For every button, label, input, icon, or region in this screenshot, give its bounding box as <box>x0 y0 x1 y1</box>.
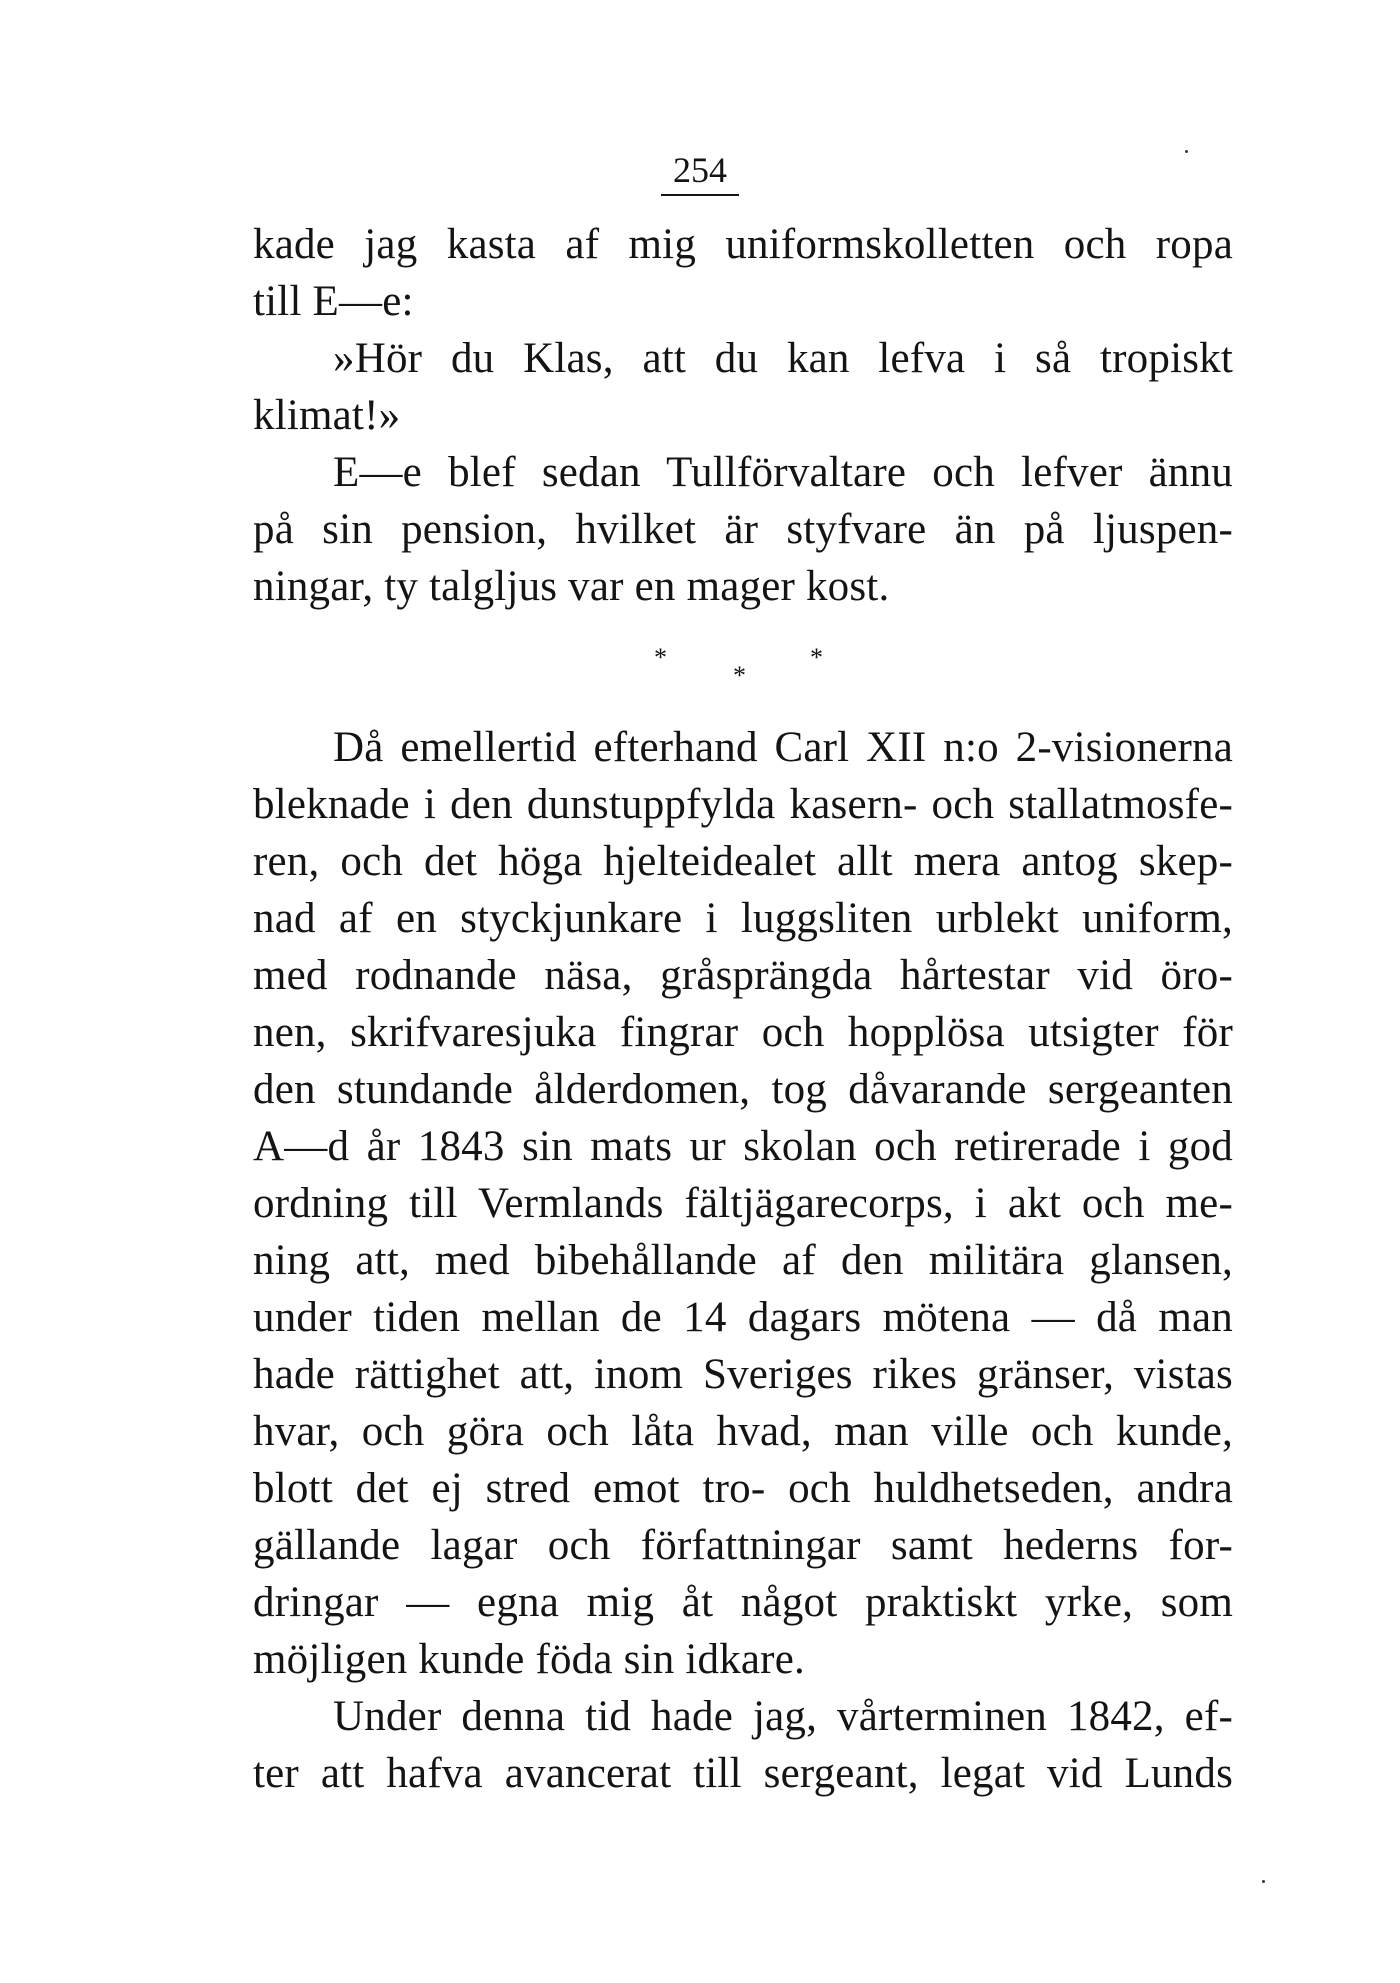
text-line: på sin pension, hvilket är styfvare än på ljuspen- <box>253 506 1233 553</box>
text-line: hvar, och göra och låta hvad, man ville och kunde, <box>253 1408 1233 1455</box>
text-line: till E—e: <box>253 278 414 325</box>
text-line: A—d år 1843 sin mats ur skolan och retirerade i god <box>253 1123 1233 1170</box>
text-line: med rodnande näsa, gråsprängda hårtestar vid öro- <box>253 952 1233 999</box>
asterisk: * <box>733 661 746 690</box>
text-line: hade rättighet att, inom Sveriges rikes gränser, vistas <box>253 1351 1233 1398</box>
text-line: ningar, ty talgljus var en mager kost. <box>253 563 890 610</box>
text-line: »Hör du Klas, att du kan lefva i så tropiskt <box>333 335 1233 382</box>
text-line: E—e blef sedan Tullförvaltare och lefver ännu <box>333 449 1233 496</box>
text-line: bleknade i den dunstuppfylda kasern- och stallatmosfe- <box>253 781 1233 828</box>
text-line: nad af en styckjunkare i luggsliten urblekt uniform, <box>253 895 1233 942</box>
page-number-text: 254 <box>661 150 739 196</box>
text-line: Under denna tid hade jag, vårterminen 1842, ef- <box>333 1693 1233 1740</box>
text-line: under tiden mellan de 14 dagars mötena — då man <box>253 1294 1233 1341</box>
text-line: den stundande ålderdomen, tog dåvarande sergeanten <box>253 1066 1233 1113</box>
text-line: nen, skrifvaresjuka fingrar och hopplösa utsigter för <box>253 1009 1233 1056</box>
text-line: möjligen kunde föda sin idkare. <box>253 1636 805 1683</box>
text-line: ter att hafva avancerat till sergeant, legat vid Lunds <box>253 1750 1233 1797</box>
scan-speck <box>1185 150 1188 153</box>
text-line: ordning till Vermlands fältjägarecorps, i akt och me- <box>253 1180 1233 1227</box>
section-break-asterisks <box>0 640 1400 700</box>
asterisk: * <box>810 643 823 672</box>
text-line: ning att, med bibehållande af den militära glansen, <box>253 1237 1233 1284</box>
text-line: dringar — egna mig åt något praktiskt yrke, som <box>253 1579 1233 1626</box>
text-line: kade jag kasta af mig uniformskolletten och ropa <box>253 221 1233 268</box>
text-line: blott det ej stred emot tro- och huldhetseden, andra <box>253 1465 1233 1512</box>
text-block-lower <box>253 719 1233 1802</box>
text-line: ren, och det höga hjelteidealet allt mera antog skep- <box>253 838 1233 885</box>
text-block-upper <box>253 216 1233 615</box>
text-line: Då emellertid efterhand Carl XII n:o 2-visionerna <box>333 724 1233 771</box>
text-line: gällande lagar och författningar samt hederns for- <box>253 1522 1233 1569</box>
scan-speck <box>1262 1880 1265 1883</box>
asterisk: * <box>654 643 667 672</box>
text-line: klimat!» <box>253 392 401 439</box>
page-number <box>0 150 1400 196</box>
